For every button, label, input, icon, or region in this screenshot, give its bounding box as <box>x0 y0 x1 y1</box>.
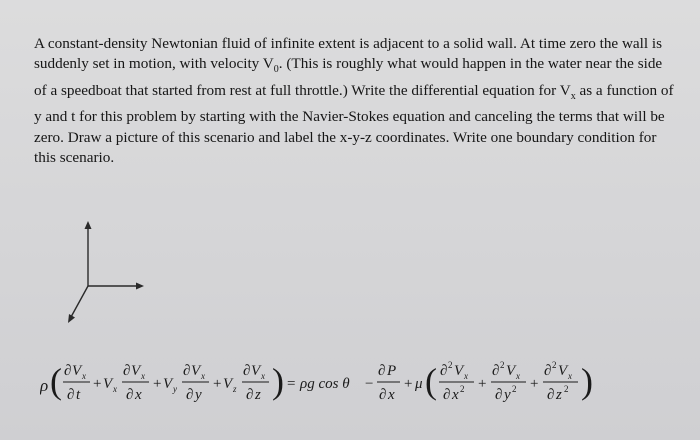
eq-t4-den-d: ∂ <box>246 387 254 403</box>
eq-v2-num-sq: 2 <box>500 360 505 370</box>
eq-t2-num-d: ∂ <box>123 363 131 379</box>
coordinate-axes-sketch <box>60 218 170 328</box>
subscript-zero: 0 <box>273 64 279 76</box>
eq-Vy-coef-sub: y <box>173 384 177 394</box>
eq-v1-den-sq: 2 <box>460 384 465 394</box>
eq-equals: = <box>287 376 296 392</box>
eq-t3-num-sub: x <box>201 371 205 381</box>
eq-t1-num-sub: x <box>82 371 86 381</box>
problem-text-2: . (This is roughly what would happen in the water near the side of a speedboat that started from rest at full throttle.) Write the differential equation for V <box>34 55 663 99</box>
eq-t3-num-d: ∂ <box>183 363 191 379</box>
eq-plus-2: + <box>153 376 162 392</box>
eq-right-paren-2: ) <box>581 361 593 401</box>
eq-right-paren: ) <box>272 361 284 401</box>
eq-t1-den-d: ∂ <box>67 387 75 403</box>
eq-v3-num-V: V <box>558 363 568 379</box>
problem-statement <box>34 34 674 169</box>
subscript-x: x <box>570 90 576 102</box>
eq-t1-num-V: V <box>72 363 82 379</box>
eq-t3-num-V: V <box>191 363 201 379</box>
eq-v3-num-sub: x <box>568 371 572 381</box>
eq-t1-den-t: t <box>76 387 81 403</box>
axis-diagonal-line <box>71 286 88 317</box>
eq-v1-num-V: V <box>454 363 464 379</box>
eq-Vz-coef: V <box>223 376 233 392</box>
eq-Vx-coef: V <box>103 376 113 392</box>
axis-up-arrowhead <box>85 221 92 229</box>
eq-v3-den-sq: 2 <box>564 384 569 394</box>
eq-v2-den-d: ∂ <box>495 387 503 403</box>
navier-stokes-equation <box>40 355 680 415</box>
eq-t4-num-sub: x <box>261 371 265 381</box>
eq-t3-den-d: ∂ <box>186 387 194 403</box>
eq-v3-den-z: z <box>556 387 562 403</box>
eq-Vy-coef: V <box>163 376 173 392</box>
eq-v3-num-sq: 2 <box>552 360 557 370</box>
eq-p-num-P: P <box>387 363 397 379</box>
eq-v1-num-sq: 2 <box>448 360 453 370</box>
eq-plus-1: + <box>93 376 102 392</box>
eq-mu: μ <box>415 376 423 392</box>
eq-gravity-term: ρg cos θ <box>300 376 350 392</box>
eq-v3-den-d: ∂ <box>547 387 555 403</box>
eq-t4-num-V: V <box>251 363 261 379</box>
eq-v2-den-sq: 2 <box>512 384 517 394</box>
eq-left-paren-2: ( <box>425 361 437 401</box>
eq-rho: ρ <box>40 376 49 395</box>
eq-v1-den-d: ∂ <box>443 387 451 403</box>
eq-p-den-d: ∂ <box>379 387 387 403</box>
eq-left-paren: ( <box>50 361 62 401</box>
eq-t2-num-V: V <box>131 363 141 379</box>
eq-plus-3: + <box>213 376 222 392</box>
eq-v3-num-d: ∂ <box>544 363 552 379</box>
eq-minus: − <box>365 376 374 392</box>
eq-plus-4: + <box>404 376 413 392</box>
eq-Vx-coef-sub: x <box>113 384 117 394</box>
eq-t3-den-y: y <box>195 387 202 403</box>
eq-t1-num-d: ∂ <box>64 363 72 379</box>
eq-plus-5: + <box>478 376 487 392</box>
eq-v2-num-sub: x <box>516 371 520 381</box>
eq-p-num-d: ∂ <box>378 363 386 379</box>
eq-v1-num-sub: x <box>464 371 468 381</box>
eq-plus-6: + <box>530 376 539 392</box>
eq-v1-num-d: ∂ <box>440 363 448 379</box>
eq-v2-den-y: y <box>504 387 511 403</box>
eq-t2-num-sub: x <box>141 371 145 381</box>
eq-Vz-coef-sub: z <box>233 384 237 394</box>
problem-text-3: as a function of y and t for this problem by starting with the Navier-Stokes equation and canceling the terms that will be zero. Draw a picture of this scenario and label the x-y-z coordinates. Write one boundary condition for this scenario. <box>34 81 674 167</box>
eq-v1-den-x: x <box>452 387 459 403</box>
axis-right-arrowhead <box>136 283 144 290</box>
eq-v2-num-d: ∂ <box>492 363 500 379</box>
eq-t4-num-d: ∂ <box>243 363 251 379</box>
eq-v2-num-V: V <box>506 363 516 379</box>
problem-text-1: A constant-density Newtonian fluid of infinite extent is adjacent to a solid wall. At time zero the wall is suddenly set in motion, with velocity V <box>34 35 663 73</box>
eq-t4-den-z: z <box>255 387 261 403</box>
eq-p-den-x: x <box>388 387 395 403</box>
eq-t2-den-x: x <box>135 387 142 403</box>
eq-t2-den-d: ∂ <box>126 387 134 403</box>
